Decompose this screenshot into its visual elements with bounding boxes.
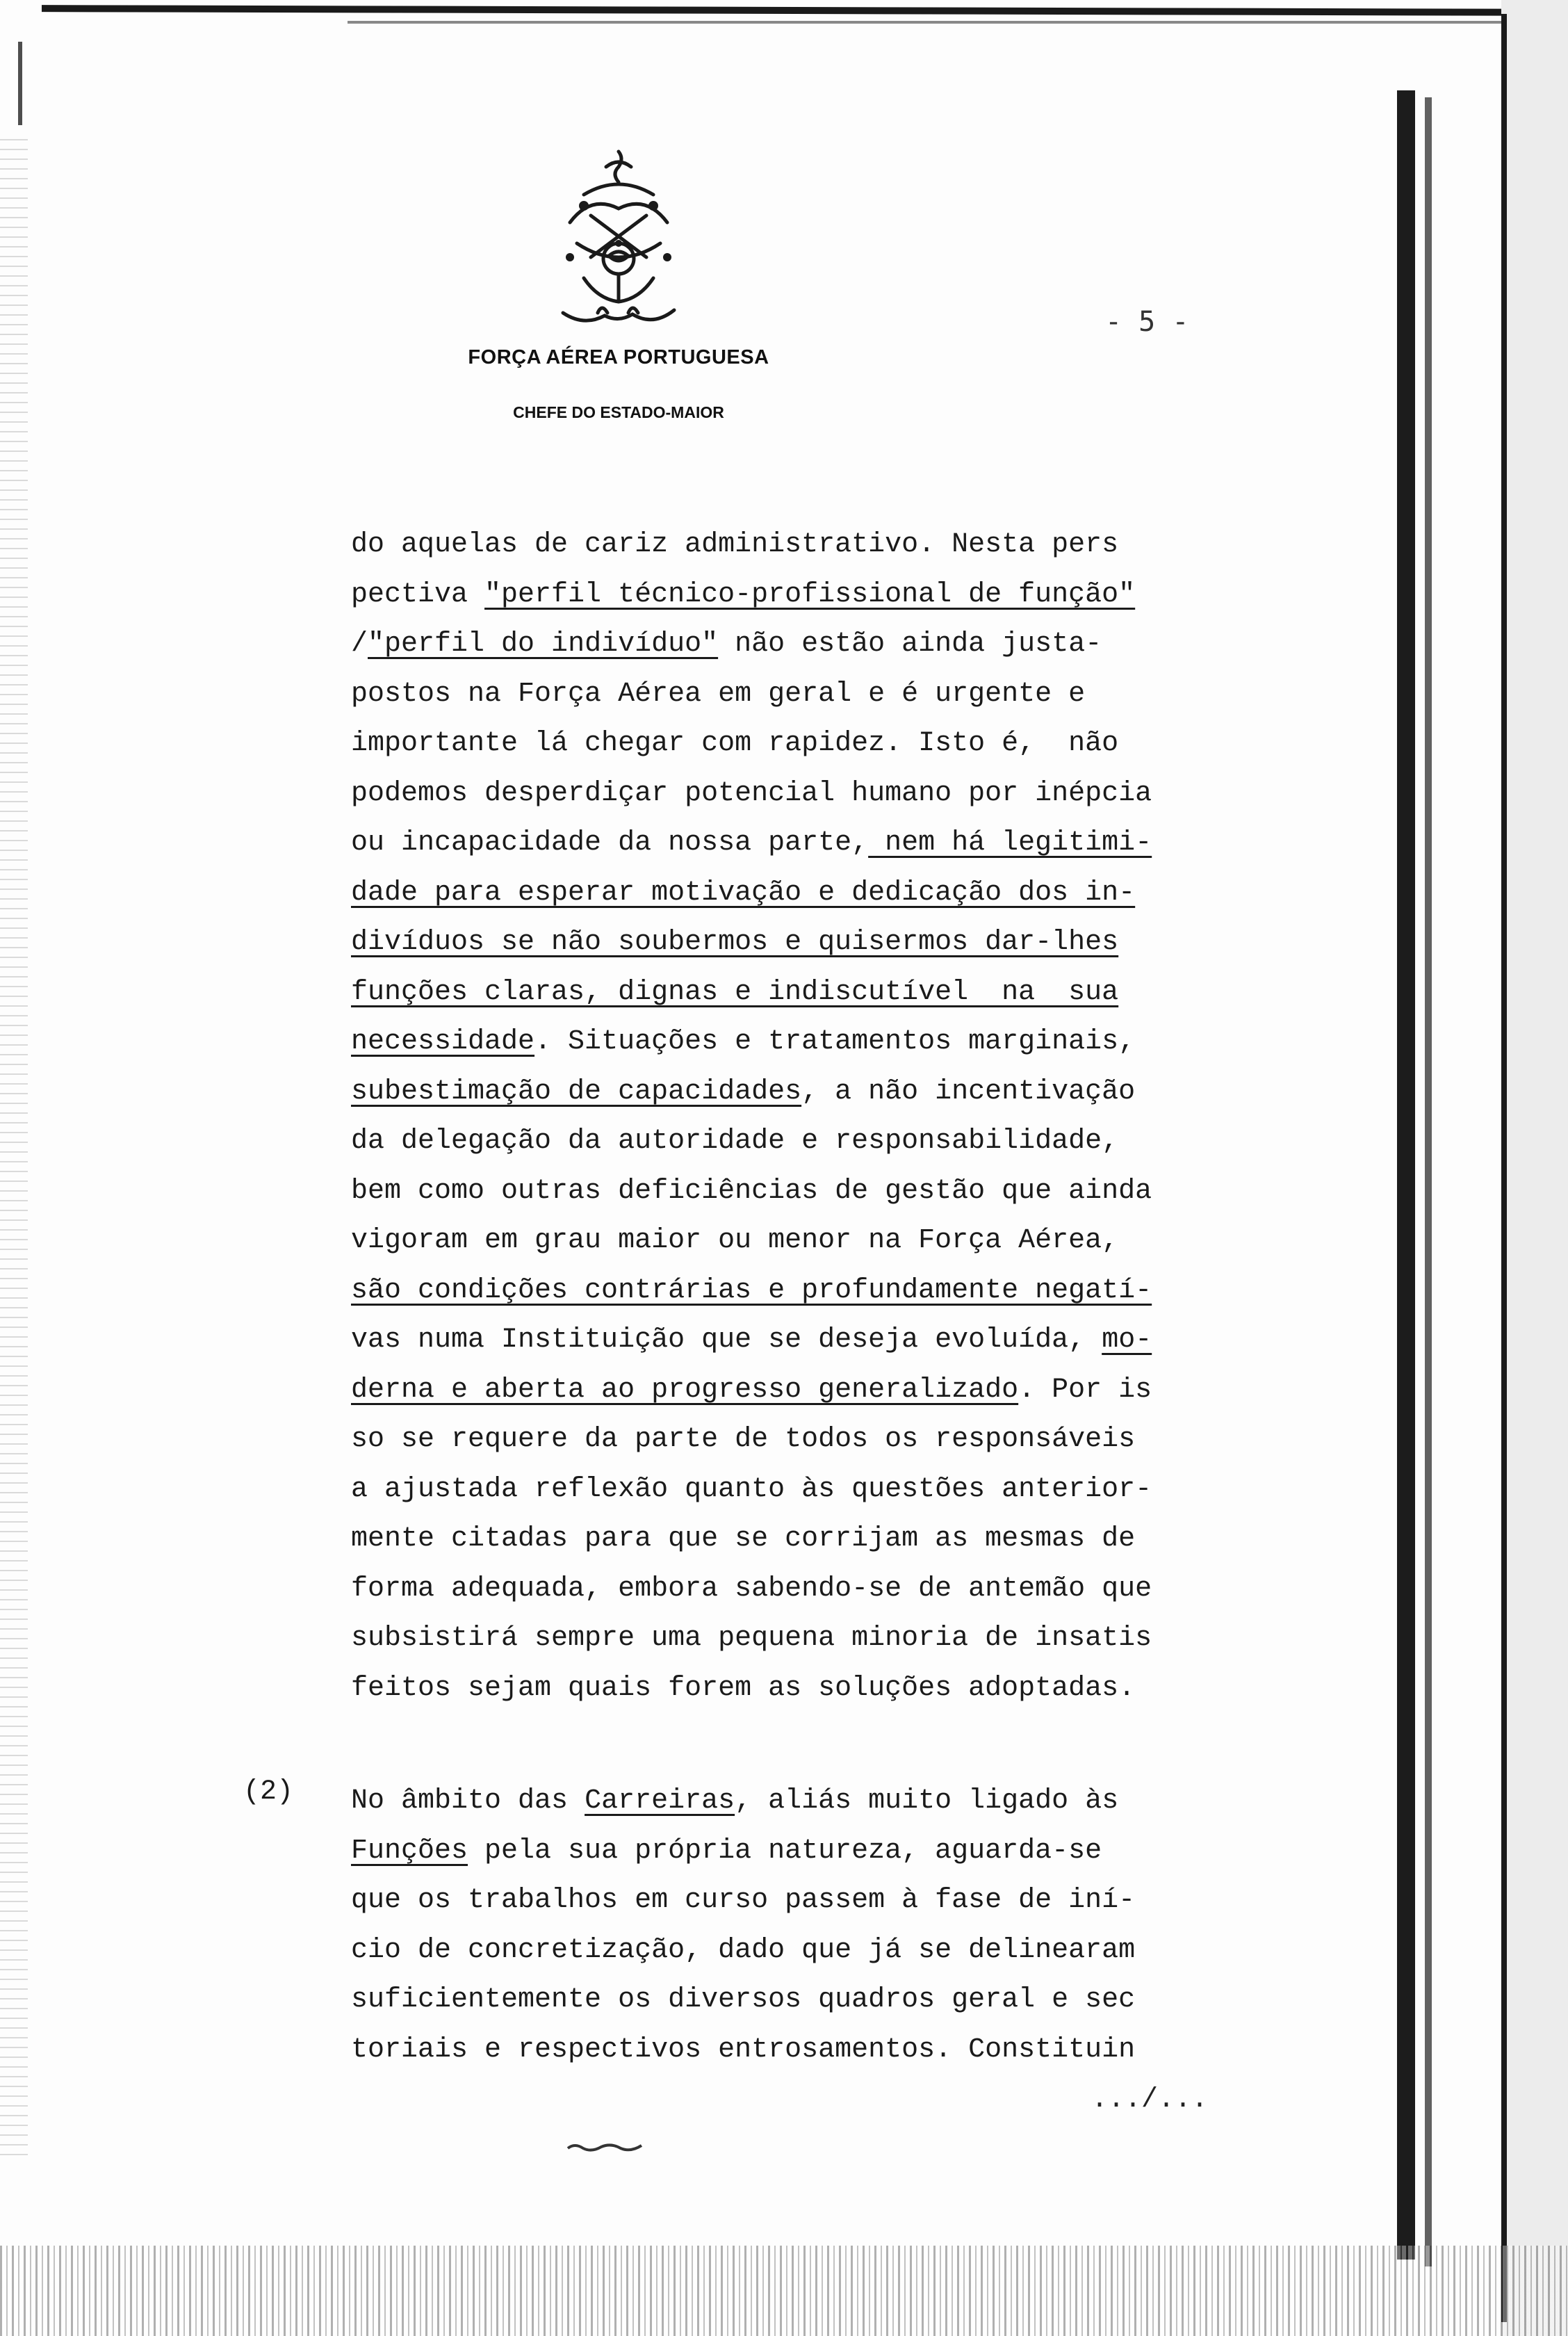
text-line: No âmbito das Carreiras, aliás muito ligado às (351, 1785, 1119, 1817)
scan-noise-bottom (0, 2246, 1568, 2336)
page-number: - 5 - (1105, 306, 1189, 338)
office-name: CHEFE DO ESTADO-MAIOR (513, 403, 724, 421)
text-line: mente citadas para que se corrijam as mesmas de (351, 1523, 1136, 1555)
text-line: /"perfil do indivíduo" não estão ainda justa- (351, 628, 1102, 660)
text-line: são condições contrárias e profundamente negatí- (351, 1274, 1152, 1306)
organization-name: FORÇA AÉREA PORTUGUESA (468, 346, 769, 368)
text-line: feitos sejam quais forem as soluções adoptadas. (351, 1672, 1136, 1704)
text-line: derna e aberta ao progresso generalizado. Por is (351, 1374, 1152, 1406)
scan-edge-top (42, 5, 1543, 16)
scan-binding-shadow (1397, 90, 1415, 2260)
main-paragraph (351, 520, 1324, 1713)
scan-binding-shadow-inner (1425, 97, 1432, 2266)
text-line: vas numa Instituição que se deseja evoluída, mo- (351, 1324, 1152, 1356)
scan-noise-left (0, 139, 28, 2155)
text-line: ou incapacidade da nossa parte, nem há legitimi- (351, 827, 1152, 859)
text-line: Funções pela sua própria natureza, aguarda-se (351, 1835, 1102, 1867)
ink-squiggle-icon (566, 2141, 643, 2154)
text-line: vigoram em grau maior ou menor na Força Aérea, (351, 1225, 1119, 1256)
text-line: forma adequada, embora sabendo-se de antemão que (351, 1573, 1152, 1605)
text-line: podemos desperdiçar potencial humano por inépcia (351, 777, 1152, 809)
text-line: toriais e respectivos entrosamentos. Constituin (351, 2034, 1136, 2066)
text-line: pectiva "perfil técnico-profissional de função" (351, 578, 1136, 610)
text-line: importante lá chegar com rapidez. Isto é, não (351, 728, 1119, 759)
item-paragraph (351, 1776, 1324, 2075)
text-line: do aquelas de cariz administrativo. Nesta pers (351, 529, 1119, 560)
scan-edge-left (18, 42, 22, 125)
text-line: so se requere da parte de todos os responsáveis (351, 1424, 1136, 1455)
text-line: bem como outras deficiências de gestão que ainda (351, 1175, 1152, 1207)
text-line: subestimação de capacidades, a não incentivação (351, 1076, 1136, 1108)
continuation-marker: .../... (1091, 2084, 1209, 2116)
item-number: (2) (243, 1776, 294, 1808)
text-line: suficientemente os diversos quadros geral e sec (351, 1984, 1136, 2015)
text-line: postos na Força Aérea em geral e é urgente e (351, 678, 1086, 710)
air-force-emblem-icon (542, 139, 695, 341)
text-line: cio de concretização, dado que já se delinearam (351, 1934, 1136, 1966)
scan-edge-right (1501, 14, 1507, 2322)
text-line: funções claras, dignas e indiscutível na sua (351, 976, 1119, 1008)
text-line: dade para esperar motivação e dedicação dos in- (351, 877, 1136, 909)
text-line: que os trabalhos em curso passem à fase de iní- (351, 1885, 1136, 1916)
scan-edge-top-inner (348, 21, 1529, 24)
scan-margin-right (1501, 0, 1568, 2336)
text-line: a ajustada reflexão quanto às questões anterior- (351, 1473, 1152, 1505)
text-line: divíduos se não soubermos e quisermos dar-lhes (351, 927, 1119, 958)
text-line: subsistirá sempre uma pequena minoria de insatis (351, 1623, 1152, 1654)
text-line: necessidade. Situações e tratamentos marginais, (351, 1026, 1136, 1057)
text-line: da delegação da autoridade e responsabilidade, (351, 1126, 1119, 1157)
